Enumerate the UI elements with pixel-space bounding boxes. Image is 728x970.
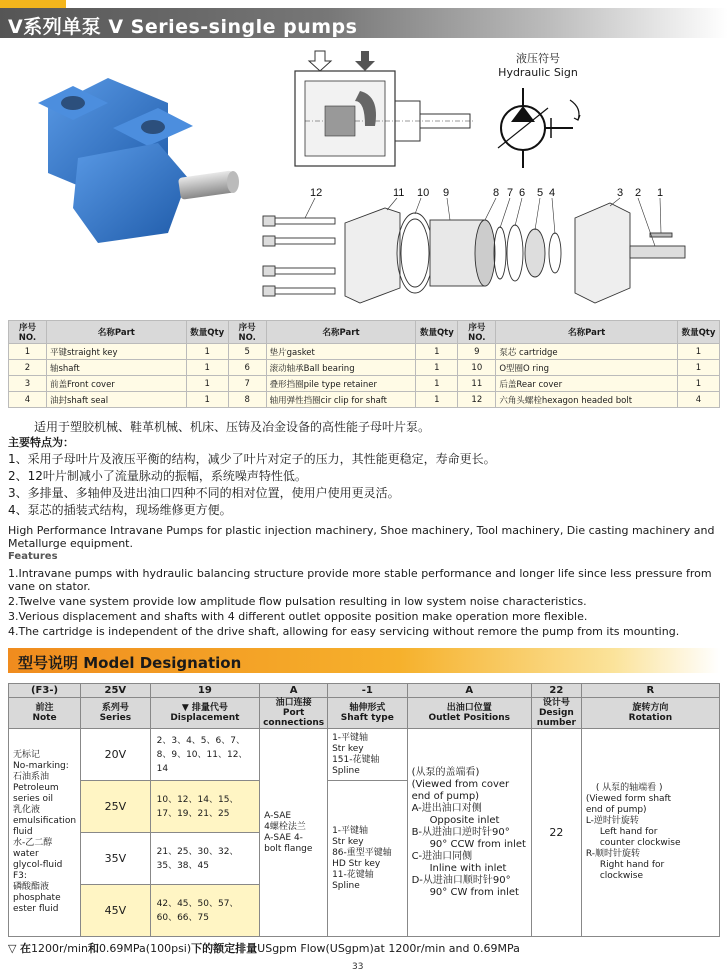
rotation-line: (Viewed form shaft <box>585 794 672 804</box>
part-name: 轴用弹性挡圈cir clip for shaft <box>266 392 416 408</box>
rotation-line: L-逆时针旋转 <box>585 816 639 826</box>
part-name: 平键straight key <box>46 344 186 360</box>
callout-11: 11 <box>393 187 405 199</box>
model-designation-title: 型号说明 Model Designation <box>18 654 242 672</box>
code-rotation: R <box>581 684 719 698</box>
design-cell: 22 <box>531 729 581 937</box>
series-cell: 20V <box>81 729 151 781</box>
part-name: 轴shaft <box>46 360 186 376</box>
part-no: 12 <box>458 392 496 408</box>
header-cn: 设计号 <box>542 698 570 708</box>
shaft-line: Spline <box>332 765 360 776</box>
part-no: 11 <box>458 376 496 392</box>
callout-12: 12 <box>310 187 323 199</box>
port-line: A-SAE <box>264 810 292 821</box>
outlet-line: end of pump) <box>411 790 480 802</box>
footnote <box>8 940 520 956</box>
rotation-line: clockwise <box>599 871 644 881</box>
col-no: 序号NO. <box>9 321 47 344</box>
note-cell <box>9 729 81 937</box>
displacement-cell: 10、12、14、15、17、19、21、25 <box>150 781 260 833</box>
shaft-line: HD Str key <box>332 858 381 869</box>
exploded-view-drawing <box>255 178 725 318</box>
series-cell: 35V <box>81 833 151 885</box>
part-no: 5 <box>228 344 266 360</box>
outlet-cell <box>407 729 531 937</box>
col-no: 序号NO. <box>228 321 266 344</box>
part-name: 前盖Front cover <box>46 376 186 392</box>
shaft-line: Str key <box>332 836 364 847</box>
col-no: 序号NO. <box>458 321 496 344</box>
callout-5: 5 <box>537 187 544 199</box>
callout-10: 10 <box>417 187 430 199</box>
port-line: A-SAE 4- <box>264 832 303 843</box>
part-name: 油封shaft seal <box>46 392 186 408</box>
displacement-cell: 42、45、50、57、60、66、75 <box>150 885 260 937</box>
part-name: 六角头螺栓hexagon headed bolt <box>496 392 678 408</box>
model-designation-table <box>8 683 720 937</box>
col-qty: 数量Qty <box>678 321 720 344</box>
parts-table-header <box>9 321 720 344</box>
shaft-cell-top <box>328 729 407 781</box>
header-cn: 旋转方向 <box>632 703 669 713</box>
pump-illustration <box>18 48 258 248</box>
pump-section-drawing <box>285 46 485 176</box>
rotation-line: R-顺时针旋转 <box>585 849 640 859</box>
rotation-line: counter clockwise <box>599 838 681 848</box>
series-cell: 25V <box>81 781 151 833</box>
rotation-line: Left hand for <box>599 827 658 837</box>
shaft-line: 11-花键轴 <box>332 869 374 880</box>
part-name: 滚动轴承Ball bearing <box>266 360 416 376</box>
col-part: 名称Part <box>266 321 416 344</box>
header-en: Rotation <box>628 713 673 723</box>
part-qty: 1 <box>416 360 458 376</box>
footnote-part: USgpm Flow(USgpm)at 1200r/min and 0.69MPa <box>257 942 520 955</box>
outlet-line: D-从进油口顺时针90° <box>411 874 511 886</box>
callout-6: 6 <box>519 187 526 199</box>
part-no: 7 <box>228 376 266 392</box>
outlet-line: 90° CCW from inlet <box>429 838 526 850</box>
list-item: 4.The cartridge is independent of the drive shaft, allowing for easy servicing without remore the pump from its mounting. <box>8 625 680 638</box>
callout-7: 7 <box>507 187 514 199</box>
callout-2: 2 <box>635 187 642 199</box>
cn-intro-text: 适用于塑胶机械、鞋革机械、机床、压铸及冶金设备的高性能子母叶片泵。 <box>34 420 431 434</box>
rotation-line: ( 从泵的轴端看 ) <box>595 783 663 793</box>
code-series: 25V <box>81 684 151 698</box>
part-no: 6 <box>228 360 266 376</box>
table-row <box>9 344 720 360</box>
code-outlet: A <box>407 684 531 698</box>
list-item: 1、采用子母叶片及液压平衡的结构，减少了叶片对定子的压力，其性能更稳定，寿命更长。 <box>8 452 496 466</box>
note-line: ester fluid <box>13 904 59 914</box>
header-cn: 油口连接 <box>275 698 312 708</box>
shaft-line: Spline <box>332 880 360 891</box>
en-intro-text: High Performance Intravane Pumps for plastic injection machinery, Shoe machinery, Tool machinery, Die casting machinery and Metallurge equipment. <box>8 524 715 550</box>
hydraulic-sign-label <box>478 52 598 80</box>
header-en: Series <box>99 713 132 723</box>
note-line: F3: <box>13 871 27 881</box>
code-displacement: 19 <box>150 684 260 698</box>
part-name: 垫片gasket <box>266 344 416 360</box>
part-name: O型圈O ring <box>496 360 678 376</box>
callout-9: 9 <box>443 187 450 199</box>
header-cn: 系列号 <box>101 703 129 713</box>
outlet-line: (从泵的盖端看) <box>411 766 480 778</box>
part-no: 3 <box>9 376 47 392</box>
note-line: Petroleum <box>13 783 59 793</box>
header-en: Outlet Positions <box>428 713 511 723</box>
note-line: series oil <box>13 794 54 804</box>
header-cn: 出油口位置 <box>446 703 492 713</box>
port-cell <box>260 729 328 937</box>
table-row <box>9 392 720 408</box>
code-note: (F3-) <box>9 684 81 698</box>
note-line: 磷酸酯液 <box>13 882 50 892</box>
footnote-part: 0.69MPa(100psi) <box>98 942 192 955</box>
header-cn: 轴伸形式 <box>349 703 386 713</box>
displacement-cell: 2、3、4、5、6、7、8、9、10、11、12、14 <box>150 729 260 781</box>
note-line: 水-乙二醇 <box>13 838 53 848</box>
part-qty: 1 <box>416 344 458 360</box>
part-no: 4 <box>9 392 47 408</box>
code-design: 22 <box>531 684 581 698</box>
header-row <box>9 698 720 729</box>
en-features-list <box>8 567 720 640</box>
note-line: fluid <box>13 827 33 837</box>
part-name: 后盖Rear cover <box>496 376 678 392</box>
note-line: 乳化液 <box>13 805 41 815</box>
callout-1: 1 <box>657 187 664 199</box>
page-number: 33 <box>352 962 364 970</box>
page-title: V系列单泵 V Series-single pumps <box>8 16 358 38</box>
port-line: 4螺栓法兰 <box>264 821 306 832</box>
col-qty: 数量Qty <box>416 321 458 344</box>
outlet-line: B-从进油口逆时针90° <box>411 826 510 838</box>
header-cn: 前注 <box>35 703 54 713</box>
series-cell: 45V <box>81 885 151 937</box>
cn-features-list <box>8 451 496 519</box>
shaft-line: 151-花键轴 <box>332 754 380 765</box>
part-qty: 1 <box>186 392 228 408</box>
code-shaft: -1 <box>328 684 407 698</box>
callout-8: 8 <box>493 187 500 199</box>
header-cn: ▼ 排量代号 <box>181 703 228 713</box>
part-qty: 1 <box>186 344 228 360</box>
list-item: 3.Verious displacement and shafts with 4 different outlet opposite position make operation more flexible. <box>8 610 588 623</box>
callout-3: 3 <box>617 187 624 199</box>
list-item: 4、泵芯的插装式结构，现场维修更方便。 <box>8 503 232 517</box>
part-no: 2 <box>9 360 47 376</box>
shaft-line: 1-平键轴 <box>332 825 369 836</box>
part-qty: 1 <box>186 376 228 392</box>
shaft-line: 86-重型平键轴 <box>332 847 392 858</box>
footnote-part: 在 <box>19 942 31 955</box>
outlet-line: C-进油口同侧 <box>411 850 473 862</box>
note-line: 石油系油 <box>13 772 50 782</box>
list-item: 2.Twelve vane system provide low amplitude flow pulsation resulting in low system noise characteristics. <box>8 595 587 608</box>
part-qty: 1 <box>186 360 228 376</box>
hydraulic-sign-en: Hydraulic Sign <box>498 66 578 79</box>
outlet-line: Opposite inlet <box>429 814 500 826</box>
outlet-line: (Viewed from cover <box>411 778 510 790</box>
callout-4: 4 <box>549 187 556 199</box>
part-no: 8 <box>228 392 266 408</box>
header-en: Shaft type <box>340 713 394 723</box>
part-no: 1 <box>9 344 47 360</box>
note-line: emulsification <box>13 816 77 826</box>
col-part: 名称Part <box>46 321 186 344</box>
part-qty: 1 <box>678 344 720 360</box>
note-line: glycol-fluid <box>13 860 63 870</box>
triangle-icon: ▽ <box>8 942 17 955</box>
table-row <box>9 376 720 392</box>
outlet-line: Inline with inlet <box>429 862 507 874</box>
part-name: 泵芯 cartridge <box>496 344 678 360</box>
part-qty: 1 <box>416 392 458 408</box>
part-qty: 1 <box>678 376 720 392</box>
list-item: 2、12叶片制减小了流量脉动的振幅，系统噪声特性低。 <box>8 469 307 483</box>
code-row <box>9 684 720 698</box>
header-en: Note <box>32 713 57 723</box>
shaft-line: Str key <box>332 743 364 754</box>
shaft-line: 1-平键轴 <box>332 732 369 743</box>
parts-table <box>8 320 720 408</box>
table-row <box>9 729 720 781</box>
header-en: Port connections <box>263 708 325 728</box>
note-line: No-marking: <box>13 761 69 771</box>
displacement-cell: 21、25、30、32、35、38、45 <box>150 833 260 885</box>
rotation-line: Right hand for <box>599 860 665 870</box>
header-en: Displacement <box>170 713 240 723</box>
list-item: 3、多排量、多轴伸及进出油口四种不同的相对位置，使用户使用更灵活。 <box>8 486 400 500</box>
header-accent-bar <box>0 0 66 8</box>
rotation-line: end of pump) <box>585 805 647 815</box>
port-line: bolt flange <box>264 843 313 854</box>
part-name: 叠形挡圈pile type retainer <box>266 376 416 392</box>
part-qty: 1 <box>678 360 720 376</box>
part-qty: 4 <box>678 392 720 408</box>
part-qty: 1 <box>416 376 458 392</box>
hydraulic-symbol-icon <box>478 88 598 168</box>
note-line: phosphate <box>13 893 61 903</box>
footnote-part: 和 <box>87 942 99 955</box>
code-port: A <box>260 684 328 698</box>
part-no: 10 <box>458 360 496 376</box>
cn-features-title: 主要特点为： <box>8 436 74 449</box>
part-no: 9 <box>458 344 496 360</box>
en-features-title: Features <box>8 551 58 562</box>
rotation-cell <box>581 729 719 937</box>
footnote-part: 下的额定排量 <box>191 942 258 955</box>
outlet-line: A-进出油口对侧 <box>411 802 482 814</box>
list-item: 1.Intravane pumps with hydraulic balancing structure provide more stable performance and longer life since less pressure from vane on stator. <box>8 567 712 593</box>
shaft-cell-bottom <box>328 781 407 937</box>
footnote-part: 1200r/min <box>30 942 88 955</box>
note-line: water <box>13 849 39 859</box>
outlet-line: 90° CW from inlet <box>429 886 519 898</box>
table-row <box>9 360 720 376</box>
col-part: 名称Part <box>496 321 678 344</box>
col-qty: 数量Qty <box>186 321 228 344</box>
note-line: 无标记 <box>13 750 41 760</box>
header-en: Design number <box>536 708 576 728</box>
hydraulic-sign-cn: 液压符号 <box>516 52 560 65</box>
